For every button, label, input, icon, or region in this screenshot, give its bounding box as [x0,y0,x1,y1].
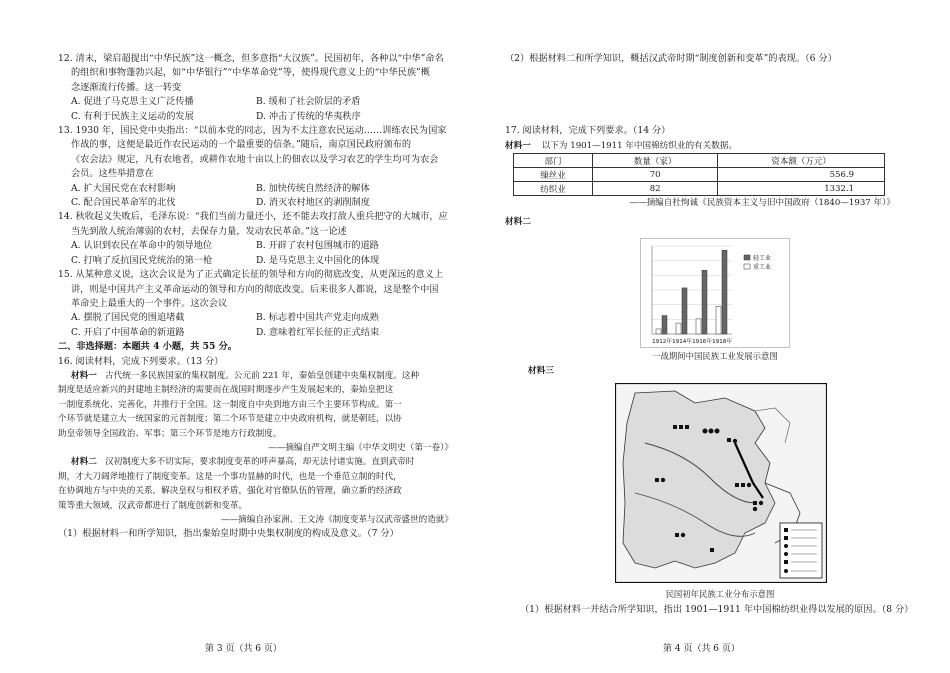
legend-swatch [744,264,750,269]
q15-line: 革命史上最重大的一个事件。这次会议 [71,297,228,309]
right-page [505,52,895,229]
q15-option-c[interactable]: C. 开启了中国革命的新道路 [71,326,185,338]
material-label: 材料二 [71,457,97,468]
q14-line: 14. 秋收起义失败后，毛泽东说：“我们当前力量还小，还不能去攻打敌人重兵把守的大城市，应 [58,211,448,223]
bar-heavy [716,306,721,334]
q14-line: 当先到敌人统治薄弱的农村，去保存力量，发动农民革命。”这一论述 [71,225,347,237]
material-text: 古代统一多民族国家的集权制度。公元前 221 年，秦始皇创建中央集权制度。这种 [105,370,420,381]
material-source: ——摘编自孙家洲、王文涛《制度变革与汉武帝盛世的造就》 [220,515,453,525]
q15-option-a[interactable]: A. 摆脱了国民党的围追堵截 [71,312,185,324]
q15-option-b[interactable]: B. 标志着中国共产党走向成熟 [256,312,379,324]
material-text: 助皇帝领导全国政治、军事；第三个环节是地方行政制度。 [58,428,282,439]
question-14 [58,210,453,268]
map-caption: 民国初年民族工业分布示意图 [665,589,775,599]
legend-label: 轻工业 [753,255,772,262]
bar-light [682,288,687,334]
question-12 [58,52,453,124]
table-cell: 缫丝业 [514,168,593,182]
material-label: 材料二 [505,216,531,227]
q12-option-a[interactable]: A. 促进了马克思主义广泛传播 [71,96,194,108]
material-text: 汉初制度大多不切实际，要求制度变革的呼声暴高，却无法付诸实施。直到武帝时 [105,457,415,468]
material-label: 材料三 [528,366,554,376]
material-text: 一制度系统化、完善化，并推行于全国。这一制度自中央到地方由三个主要环节构成。第一 [58,399,402,410]
q12-option-c[interactable]: C. 有利于民族主义运动的发展 [71,110,194,122]
q12-line: 12. 清末，梁启超提出“中华民族”这一概念，但多意指“大汉族”。民国初年，各种以“中华”命名 [58,53,444,64]
question-15 [58,268,453,340]
material-label: 材料一 [71,370,97,381]
table-header: 资本额（万元） [718,154,885,168]
question-16-part-2: （2）根据材料二和所学知识，概括汉武帝时期“制度创新和变革”的表现。（6 分） [505,53,837,64]
question-16-stem: 16. 阅读材料，完成下列要求。（13 分） [58,355,224,367]
q15-line: 讲，则是中国共产主义革命运动的领导和方向的彻底改变。后来很多人都说，这是整个中国 [71,283,439,295]
data-table [513,153,885,196]
q14-option-d[interactable]: D. 是马克思主义中国化的体现 [256,254,380,266]
question-16-part-1: （1）根据材料一和所学知识，指出秦始皇时期中央集权制度的构成及意义。（7 分） [58,528,399,540]
q12-option-b[interactable]: B. 缓和了社会阶层的矛盾 [256,96,361,108]
q13-option-d[interactable]: D. 消灭农村地区的剥削制度 [256,197,370,209]
page-number-left: 第 3 页（共 6 页） [205,644,282,654]
table-header: 部门 [514,154,593,168]
bar-light [722,250,727,334]
q14-option-c[interactable]: C. 打响了反抗国民党统治的第一枪 [71,254,213,266]
chart-caption: 一战期间中国民族工业发展示意图 [652,351,778,361]
table-row [514,168,885,182]
page-number-right: 第 4 页（共 6 页） [663,644,740,654]
x-tick-label: 1918年 [712,339,732,345]
table-source: ——摘编自杜恂诚《民族资本主义与旧中国政府（1840—1937 年）》 [629,198,895,209]
material-source: ——摘编自严文明主编《中华文明史（第一卷）》 [268,442,453,453]
table-cell: 556.9 [718,168,885,182]
table-cell: 1332.1 [718,182,885,196]
table-header: 数量（家） [593,154,718,168]
material-1 [58,369,453,455]
section-heading: 二、非选择题：本题共 4 小题，共 55 分。 [58,341,237,353]
q13-line: 会员。这些举措意在 [71,168,154,180]
x-tick-label: 1914年 [672,339,692,345]
material-text: 制度是适应新兴的封建地主制经济的需要而在战国时期逐步产生发展起来的，秦始皇把这 [58,385,394,396]
industry-bar-chart [640,238,790,348]
q15-line: 15. 从某种意义说，这次会议是为了正式确定长征的领导和方向的彻底改变，从更深远的意义上 [58,269,444,281]
q13-option-b[interactable]: B. 加快传统自然经济的解体 [256,182,370,194]
q13-line: 作战的事，这便是最近作农民运动的一个最重要的信条。”随后，南京国民政府颁布的 [71,139,412,151]
bar-heavy [696,319,701,334]
table-cell: 纺织业 [514,182,593,196]
legend-swatch [744,255,750,260]
material-label: 材料一 [505,140,531,151]
q15-option-d[interactable]: D. 意味着红军长征的正式结束 [256,326,380,338]
question-17-stem: 17. 阅读材料，完成下列要求。（14 分） [505,125,671,137]
q13-line: 《农会法》规定，凡有农地者，或耕作农地十亩以上的佃农以及学习农艺的学生均可为农会 [71,153,439,165]
material-2 [58,455,453,527]
material-text: 期，才大刀阔斧地推行了制度变革。这是一个事功显赫的时代，也是一个垂范立制的时代， [58,471,402,482]
q13-option-a[interactable]: A. 扩大国民党在农村影响 [71,182,176,194]
bar-heavy [656,329,661,334]
question-17-part-1: （1）根据材料一并结合所学知识，指出 1901—1911 年中国棉纺织业得以发展的原因。（8 分） [520,604,914,615]
left-page [58,52,453,542]
material-text: 个环节就是建立大一统国家的元首制度；第二个环节是建立中央政府机构，就是朝廷，以协 [58,414,402,425]
q14-option-b[interactable]: B. 开辟了农村包围城市的道路 [256,240,379,252]
q12-line: 的组织和事物蓬勃兴起，如“中华银行”“中华革命党”等，使得现代意义上的“中华民族”概 [71,67,430,79]
material-text: 在协调地方与中央的关系，解决皇权与相权矛盾，强化对官僚队伍的管理，确立新的经济政 [58,486,402,497]
bar-heavy [676,323,681,334]
industry-distribution-map [615,383,827,583]
legend-label: 重工业 [753,264,772,271]
x-tick-label: 1916年 [692,339,712,345]
table-header-row [514,154,885,168]
table-cell: 82 [593,182,718,196]
table-cell: 70 [593,168,718,182]
q12-line: 念逐渐流行传播。这一转变 [71,81,182,93]
q13-option-c[interactable]: C. 配合国民革命军的北伐 [71,197,176,209]
material-text: 策等重大领域，汉武帝都进行了制度创新和变革。 [58,500,248,511]
table-row [514,182,885,196]
material-text: 以下为 1901—1911 年中国棉纺织业的有关数据。 [541,140,738,151]
bar-light [702,270,707,334]
x-tick-label: 1912年 [652,339,672,345]
q12-option-d[interactable]: D. 冲击了传统的华夷秩序 [256,110,361,122]
bar-light [662,316,667,334]
question-13 [58,124,453,210]
q14-option-a[interactable]: A. 认识到农民在革命中的领导地位 [71,240,213,252]
q13-line: 13. 1930 年，国民党中央指出：“以前本党的同志，因为不太注意农民运动……训练农民为国家 [58,125,447,137]
